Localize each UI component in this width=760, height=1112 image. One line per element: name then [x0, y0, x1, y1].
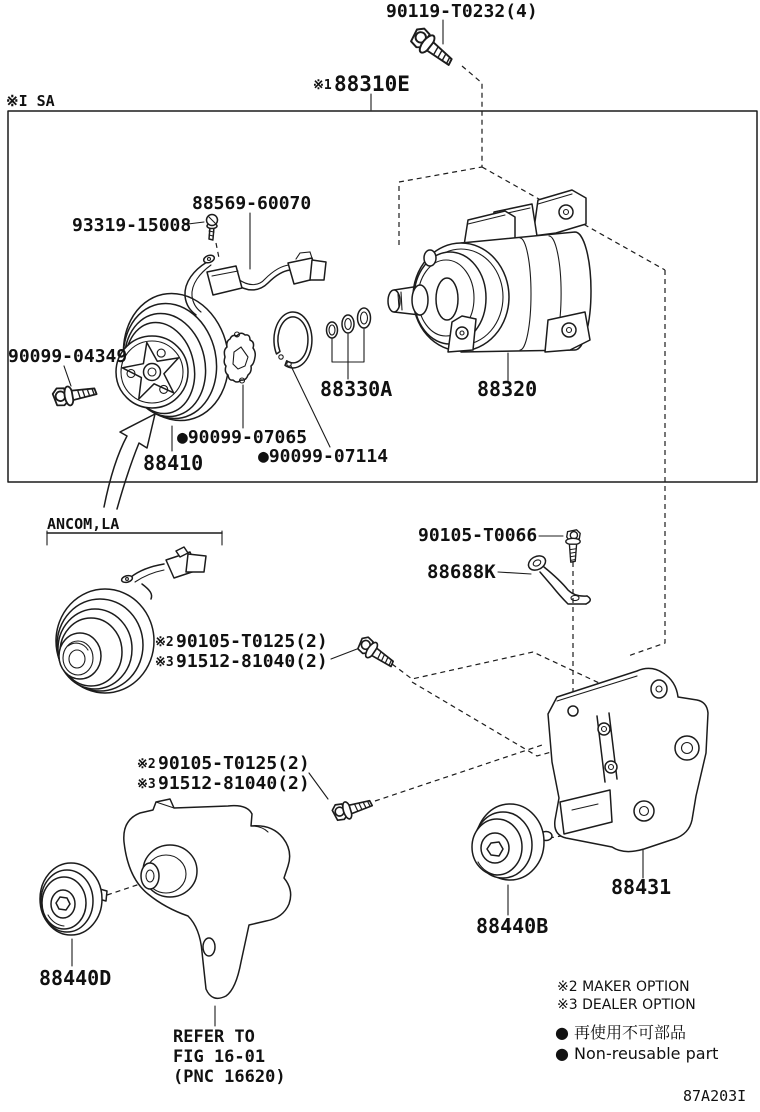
option-frame-box [8, 111, 757, 482]
clutch-plate-drawing [224, 332, 255, 383]
lead-wire-88569-drawing [185, 252, 326, 315]
legend-maker-option: ※2 MAKER OPTION [557, 979, 690, 995]
legend-non-reusable-jp: ● 再使用不可部品 [555, 1023, 687, 1042]
note-marker-opt2b: ※3 [137, 777, 156, 792]
label-ancom-la: ANCOM,LA [47, 515, 120, 533]
note-marker-opt1b: ※3 [155, 655, 174, 670]
idler-88440B-drawing [472, 804, 552, 880]
note-marker-88310E: ※1 [313, 78, 332, 93]
refer-note-line1: REFER TO [173, 1027, 255, 1047]
label-90099-07114: ●90099-07114 [258, 446, 389, 467]
corner-note-sa: ※I SA [6, 92, 55, 110]
figure-code: 87A203I [683, 1087, 747, 1105]
label-88688K: 88688K [427, 561, 496, 583]
refer-note-line3: (PNC 16620) [173, 1067, 286, 1087]
note-marker-opt1a: ※2 [155, 635, 174, 650]
idler-88440D-drawing [40, 863, 107, 935]
snap-ring-drawing [274, 312, 312, 368]
note-marker-opt2a: ※2 [137, 757, 156, 772]
tension-bracket-drawing [124, 799, 291, 998]
stay-88688K-drawing [526, 553, 590, 604]
label-88440B: 88440B [476, 914, 549, 938]
option-bolt-1-drawing [355, 635, 398, 672]
label-90105-T0125-2: 90105-T0125(2) [158, 753, 310, 774]
screw-93319-drawing [207, 215, 218, 241]
label-88440D: 88440D [39, 966, 112, 990]
label-90105-T0125-1: 90105-T0125(2) [176, 631, 328, 652]
bolt-90119-drawing [407, 25, 457, 70]
compressor-drawing [388, 190, 591, 352]
bracket-88431-drawing [548, 668, 708, 851]
label-90105-T0066: 90105-T0066 [418, 525, 538, 546]
option-bolt-2-drawing [331, 795, 374, 823]
legend-dealer-option: ※3 DEALER OPTION [557, 997, 696, 1013]
bolt-90105-T0066-drawing [566, 530, 580, 562]
label-90099-04349: 90099-04349 [8, 346, 128, 367]
label-90119-T0232: 90119-T0232(4) [386, 1, 538, 22]
label-90099-07065: ●90099-07065 [177, 427, 308, 448]
label-93319-15008: 93319-15008 [72, 215, 192, 236]
legend-non-reusable-en: ● Non-reusable part [555, 1044, 719, 1063]
label-88431: 88431 [611, 875, 672, 899]
bolt-90099-04349-drawing [52, 382, 98, 408]
label-91512-81040-1: 91512-81040(2) [176, 651, 328, 672]
label-88330A: 88330A [320, 377, 393, 401]
label-88310E: 88310E [334, 72, 410, 96]
magnet-clutch-88410-drawing [112, 284, 240, 431]
label-88320: 88320 [477, 377, 538, 401]
label-88569-60070: 88569-60070 [192, 193, 312, 214]
label-88410: 88410 [143, 451, 204, 475]
label-91512-81040-2: 91512-81040(2) [158, 773, 310, 794]
refer-note-line2: FIG 16-01 [173, 1047, 266, 1067]
